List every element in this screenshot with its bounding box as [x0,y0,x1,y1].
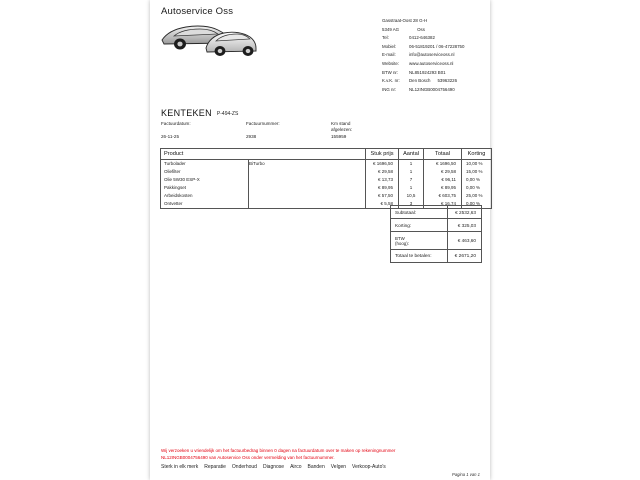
factuurnummer-label: Factuurnummer: [246,121,280,126]
btw-label: BTW nr: [382,69,399,75]
cell-aantal: 1 [399,168,424,176]
totals-row-subtotaal [391,206,482,219]
service-item: Velgen [330,464,347,470]
totaal-te-betalen-label: Totaal te betalen: [391,250,448,263]
table-row [161,184,492,192]
email-label: E-mail: [382,52,396,58]
cell-aantal: 1 [399,184,424,192]
table-row [161,176,492,184]
cell-aantal: 7 [399,176,424,184]
totals-table [390,205,482,263]
kenteken-value: P-494-ZS [216,111,239,117]
cell-stuk-prijs: € 57,50 [366,192,399,200]
cell-korting: 10,00 % [462,160,492,169]
cell-totaal: € 603,75 [424,192,462,200]
cell-stuk-prijs: € 29,58 [366,168,399,176]
cell-korting: 0,00 % [462,184,492,192]
address-postcode-city: 5349 AG Oss [382,26,425,32]
factuurdatum-value: 26-11-25 [161,134,180,139]
address-email [382,51,487,60]
korting-value: € 325,03 [448,219,482,232]
invoice-page [150,0,490,480]
cell-korting: 25,00 % [462,192,492,200]
mobiel-label: Mobiel: [382,43,397,49]
table-row [161,168,492,176]
cell-totaal: € 89,95 [424,184,462,192]
cell-aantal: 3 [399,200,424,209]
totals-row-btw [391,232,482,250]
address-tel [382,34,487,43]
mobiel-value: 06-51819201 / 06-47228750 [409,43,465,49]
header-aantal: Aantal [399,149,424,160]
service-item: Onderhoud [231,464,257,470]
totaal-te-betalen-value: € 2671,20 [448,250,482,263]
kenteken-block [161,103,238,121]
service-item: Verkoop-Auto's [352,464,386,470]
cell-totaal: € 96,11 [424,176,462,184]
address-ing [382,86,487,95]
cell-totaal: € 29,58 [424,168,462,176]
service-item: Sterk in elk merk [161,464,199,470]
cell-totaal: € 1696,50 [424,160,462,169]
meta-km-stand [331,121,353,139]
address-kvk [382,77,487,86]
ing-value: NL12INGB0004756490 [409,86,455,92]
company-logo-two-cars-icon [158,18,258,58]
cell-product-name: Olie 5W30 ESP-X [161,176,249,184]
address-street: Gasstraat-Oost 28 G-H [382,18,428,23]
kenteken-label: KENTEKEN [161,108,212,118]
km-label-line2: afgelezen: [331,127,353,133]
cell-korting: 0,00 % [462,176,492,184]
cell-aantal: 1 [399,160,424,169]
address-btw [382,69,487,78]
cell-product-name: Turbolader [161,160,249,169]
page-number: Pagina 1 van 1 [452,472,480,477]
cell-korting: 0,00 % [462,200,492,209]
cell-product-name: Oliefilter [161,168,249,176]
service-item: Banden [307,464,325,470]
cell-product-sub [249,192,366,200]
totals-row-korting [391,219,482,232]
cell-product-sub [249,200,366,209]
cell-product-name: Pakkingset [161,184,249,192]
kvk-label: K.v.K. nr: [382,78,400,84]
payment-notice-line1: Wij verzoeken u vriendelijk om het factuurbedrag binnen 0 dagen na factuurdatum over te maken op rekeningnummer [161,448,396,453]
header-stuk-prijs: Stuk prijs [366,149,399,160]
subtotaal-value: € 2532,63 [448,206,482,219]
meta-factuurdatum [161,121,191,139]
address-mobiel [382,43,487,52]
cell-product-sub [249,176,366,184]
subtotaal-label: Subtotaal: [391,206,448,219]
services-strip [161,464,481,470]
btw-label-line1: BTW [395,235,405,241]
table-row [161,192,492,200]
cell-product-name: Ontvetter [161,200,249,209]
company-name: Autoservice Oss [161,6,234,17]
btw-value: NL851924293 B01 [409,69,446,75]
service-item: Diagnose [262,464,285,470]
company-address-block [382,17,487,94]
btw-amount-value: € 463,60 [448,232,482,250]
cell-stuk-prijs: € 13,73 [366,176,399,184]
address-website [382,60,487,69]
totals-row-grand [391,250,482,263]
km-label-line1: Km stand [331,121,351,126]
header-product: Product [161,149,366,160]
meta-factuurnummer [246,121,280,139]
service-item: Airco [290,464,302,470]
kvk-value: Den Bosch 53963226 [409,78,458,84]
table-header-row [161,149,492,160]
korting-label: Korting: [391,219,448,232]
ing-label: ING nr: [382,86,397,92]
cell-product-sub [249,184,366,192]
cell-stuk-prijs: € 89,95 [366,184,399,192]
cell-korting: 15,00 % [462,168,492,176]
header-totaal: Totaal [424,149,462,160]
payment-notice [161,447,481,461]
btw-label-cell [391,232,448,250]
btw-label-line2: (hoog): [395,240,409,246]
website-label: Website: [382,60,400,66]
factuurnummer-value: 2938 [246,134,257,139]
website-value[interactable]: www.autoserviceoss.nl [409,60,454,66]
cell-totaal: € 16,74 [424,200,462,209]
tel-label: Tel: [382,35,389,41]
table-row [161,160,492,169]
cell-product-name: Arbeidskosten [161,192,249,200]
line-items-table [160,148,492,209]
cell-product-sub: BiTurbo [249,160,366,169]
cell-aantal: 10,5 [399,192,424,200]
email-value[interactable]: info@autoserviceoss.nl [409,52,455,58]
km-value: 155959 [331,134,347,139]
cell-product-sub [249,168,366,176]
cell-stuk-prijs: € 1696,50 [366,160,399,169]
cell-stuk-prijs: € 5,58 [366,200,399,209]
header-korting: Korting [462,149,492,160]
factuurdatum-label: Factuurdatum: [161,121,191,126]
payment-notice-line2: NL12INGB0004756490 van Autoservice Oss onder vermelding van het factuurnummer. [161,455,335,460]
tel-value: 0412-646382 [409,35,435,41]
service-item: Reparatie [204,464,226,470]
